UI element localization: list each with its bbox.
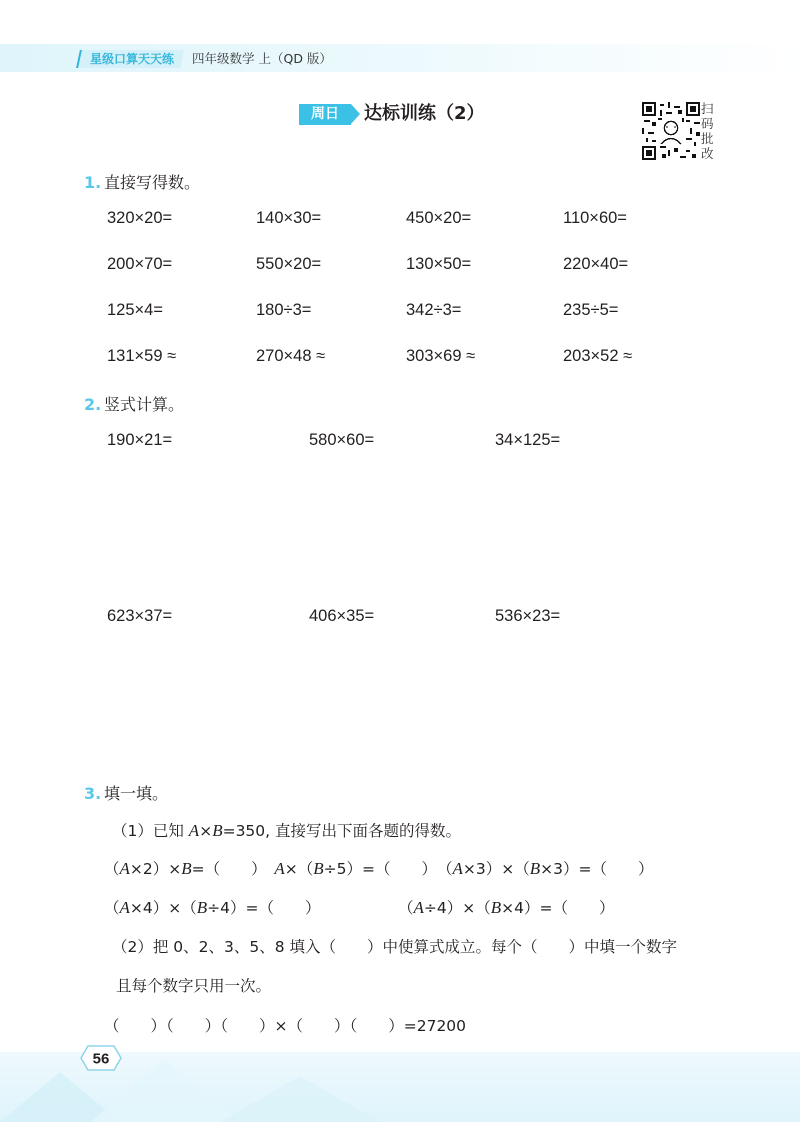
qr-code-icon[interactable]	[642, 102, 700, 160]
q2-item: 406×35=	[309, 607, 375, 625]
q3-number: 3.	[84, 784, 102, 803]
q3-line-expressions-2: （A×4）×（B÷4）=（ ） （A÷4）×（B×4）=（ ）	[104, 898, 615, 917]
page-title: 达标训练（2）	[364, 103, 485, 124]
q2-item: 34×125=	[495, 431, 561, 449]
q2-title: 竖式计算。	[104, 395, 185, 414]
q1-item: 130×50=	[406, 255, 472, 273]
q1-item: 203×52 ≈	[563, 347, 633, 365]
page-number: 56	[92, 1050, 110, 1068]
q1-title: 直接写得数。	[104, 173, 201, 192]
q1-number: 1.	[84, 173, 102, 192]
q1-item: 342÷3=	[406, 301, 462, 319]
q1-item: 550×20=	[256, 255, 322, 273]
q2-item: 623×37=	[107, 607, 173, 625]
q3-line-given: （1）已知 A×B=350, 直接写出下面各题的得数。	[112, 821, 462, 840]
q2-number: 2.	[84, 395, 102, 414]
q1-item: 270×48 ≈	[256, 347, 326, 365]
day-tag-arrow	[351, 104, 360, 124]
q1-item: 180÷3=	[256, 301, 312, 319]
q2-item: 580×60=	[309, 431, 375, 449]
q1-item: 220×40=	[563, 255, 629, 273]
q3-line-fill-instruction-cont: 且每个数字只用一次。	[116, 977, 272, 995]
q3-line-fill-instruction: （2）把 0、2、3、5、8 填入（ ）中使算式成立。每个（ ）中填一个数字	[112, 938, 678, 956]
day-tag: 周日	[299, 104, 351, 125]
q1-item: 303×69 ≈	[406, 347, 476, 365]
q1-item: 131×59 ≈	[107, 347, 177, 365]
page-number-badge	[80, 1045, 122, 1071]
scan-label: 扫码批改	[701, 101, 714, 161]
series-label: 星级口算天天练	[76, 50, 184, 68]
q3-line-expressions-1: （A×2）×B=（ ） A×（B÷5）=（ ） （A×3）×（B×3）=（ ）	[104, 859, 654, 878]
q2-item: 536×23=	[495, 607, 561, 625]
q3-title: 填一填。	[104, 784, 169, 803]
q1-item: 320×20=	[107, 209, 173, 227]
q1-item: 125×4=	[107, 301, 163, 319]
q1-item: 110×60=	[563, 209, 627, 227]
q1-item: 200×70=	[107, 255, 173, 273]
q1-item: 235÷5=	[563, 301, 619, 319]
q3-line-fill-equation: （ ）（ ）（ ）×（ ）（ ）=27200	[104, 1017, 467, 1035]
q1-item: 450×20=	[406, 209, 472, 227]
q1-item: 140×30=	[256, 209, 322, 227]
book-title: 四年级数学 上（QD 版）	[192, 51, 332, 66]
q2-item: 190×21=	[107, 431, 173, 449]
